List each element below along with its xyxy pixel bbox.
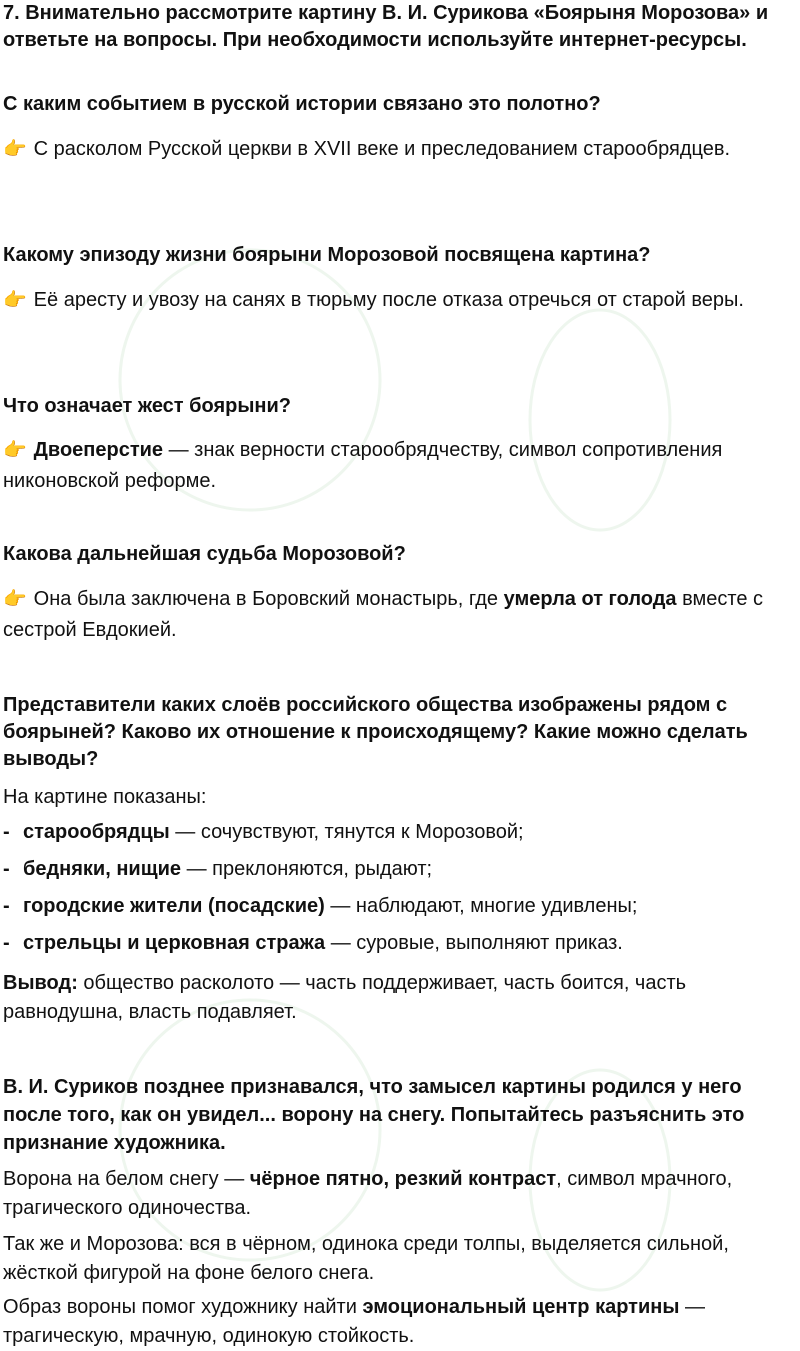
item-text: — суровые, выполняют приказ.: [325, 932, 623, 954]
item-text: — преклоняются, рыдают;: [181, 858, 433, 880]
answer-history-event: [3, 134, 800, 165]
society-list: [3, 814, 800, 962]
conclusion-label: Вывод:: [3, 972, 78, 994]
answer-fate: [3, 584, 800, 646]
answer-bold: умерла от голода: [503, 588, 677, 610]
list-item: - городские жители (посадские) — наблюдают, многие удивлены;: [3, 895, 638, 917]
question-text: Какова дальнейшая судьба Морозовой?: [3, 543, 406, 565]
question-text: С каким событием в русской истории связано это полотно?: [3, 93, 601, 115]
hand-pointing-right-icon: 👉: [3, 289, 27, 311]
item-bold: старообрядцы: [23, 821, 170, 843]
item-bold: городские жители (посадские): [23, 895, 325, 917]
intro-text: На картине показаны:: [3, 786, 207, 808]
item-bold: стрельцы и церковная стража: [23, 932, 326, 954]
question-text: Какому эпизоду жизни боярыни Морозовой посвящена картина?: [3, 244, 651, 266]
question-history-event: [3, 91, 800, 118]
society-conclusion: [3, 969, 800, 1027]
answer-text-end: вместе с сестрой Евдокией.: [3, 588, 764, 641]
question-text: В. И. Суриков позднее признавался, что замысел картины родился у него после того, как он увидел... ворону на снегу. Попытайтесь разъяснить это признание художника.: [3, 1076, 745, 1154]
hand-pointing-right-icon: 👉: [3, 439, 27, 461]
answer-text: — знак верности старообрядчеству, символ сопротивления никоновской реформе.: [3, 439, 723, 492]
list-item: - бедняки, нищие — преклоняются, рыдают;: [3, 858, 433, 880]
question-fate: [3, 541, 800, 568]
paragraph-text: — трагическую, мрачную, одинокую стойкость.: [3, 1296, 705, 1347]
conclusion-text: общество расколото — часть поддерживает, часть боится, часть равнодушна, власть подавляет.: [3, 972, 687, 1023]
question-gesture: [3, 393, 800, 420]
answer-text: Её аресту и увозу на санях в тюрьму после отказа отречься от старой веры.: [33, 289, 744, 311]
question-episode: [3, 242, 800, 269]
question-crow: [3, 1073, 800, 1157]
crow-paragraph-3: [3, 1293, 800, 1351]
crow-paragraph-1: [3, 1165, 800, 1223]
society-intro: [3, 782, 800, 813]
item-text: — сочувствуют, тянутся к Морозовой;: [169, 821, 524, 843]
item-bold: бедняки, нищие: [23, 858, 182, 880]
question-text: Что означает жест боярыни?: [3, 395, 292, 417]
hand-pointing-right-icon: 👉: [3, 138, 27, 160]
answer-episode: [3, 285, 800, 316]
paragraph-text: Ворона на белом снегу —: [3, 1168, 250, 1190]
society-list-items: [3, 814, 800, 962]
paragraph-bold: чёрное пятно, резкий контраст: [249, 1168, 557, 1190]
list-item: - стрельцы и церковная стража — суровые, выполняют приказ.: [3, 932, 623, 954]
task-title: 7. Внимательно рассмотрите картину В. И. Сурикова «Боярыня Морозова» и ответьте на вопросы. При необходимости используйте интернет-ресурсы.: [3, 2, 769, 51]
paragraph-bold: эмоциональный центр картины: [362, 1296, 680, 1318]
hand-pointing-right-icon: 👉: [3, 588, 27, 610]
paragraph-text: Так же и Морозова: вся в чёрном, одинока среди толпы, выделяется сильной, жёсткой фигурой на фоне белого снега.: [3, 1233, 729, 1284]
paragraph-text: , символ мрачного, трагического одиночества.: [3, 1168, 733, 1219]
answer-gesture: [3, 435, 800, 497]
task-title-block: [3, 0, 800, 54]
crow-paragraph-2: [3, 1230, 800, 1288]
item-text: — наблюдают, многие удивлены;: [324, 895, 638, 917]
question-society: [3, 692, 800, 773]
answer-text: С расколом Русской церкви в XVII веке и преследованием старообрядцев.: [33, 138, 731, 160]
answer-bold: Двоеперстие: [33, 439, 164, 461]
answer-text-start: Она была заключена в Боровский монастырь, где: [33, 588, 504, 610]
paragraph-text: Образ вороны помог художнику найти: [3, 1296, 363, 1318]
list-item: - старообрядцы — сочувствуют, тянутся к Морозовой;: [3, 821, 524, 843]
question-text: Представители каких слоёв российского общества изображены рядом с боярыней? Каково их отношение к происходящему? Какие можно сделать выводы?: [3, 694, 748, 770]
